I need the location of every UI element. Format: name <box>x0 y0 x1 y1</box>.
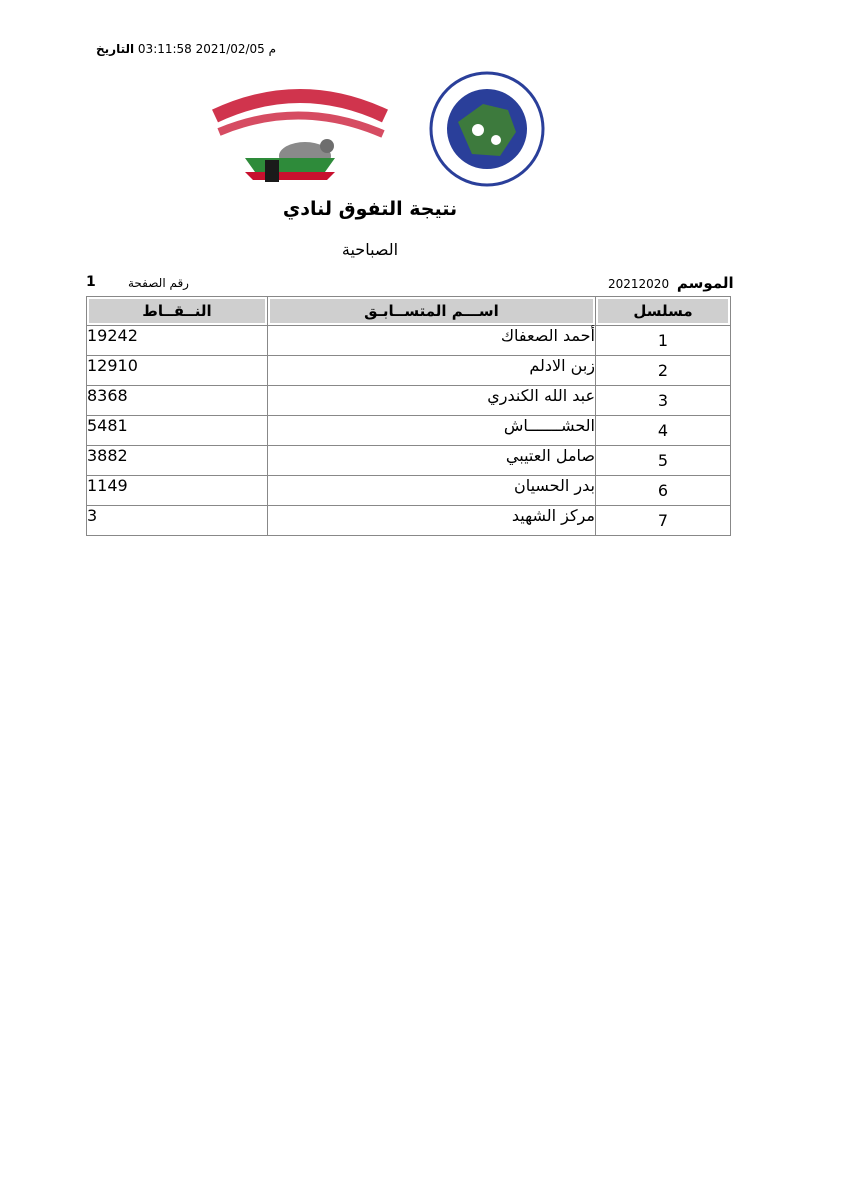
cell-serial: 2 <box>596 356 731 386</box>
results-table <box>86 296 731 536</box>
cell-name: أحمد الصعفاك <box>268 326 596 356</box>
report-title: نتيجة التفوق لنادي <box>282 198 458 220</box>
table-header-row <box>87 297 731 326</box>
header-name: اســـم المتســابـق <box>268 297 596 326</box>
club-name: الصباحية <box>341 240 399 259</box>
table-row <box>87 506 731 536</box>
cell-points: 8368 <box>87 386 268 416</box>
page-number-label: رقم الصفحة <box>128 276 189 290</box>
table-row <box>87 386 731 416</box>
table-row <box>87 476 731 506</box>
club-logo <box>205 76 395 188</box>
season-value: 20212020 <box>608 277 670 291</box>
table-row <box>87 446 731 476</box>
cell-points: 3 <box>87 506 268 536</box>
cell-points: 1149 <box>87 476 268 506</box>
date-label: التاريخ <box>96 42 135 56</box>
cell-name: صامل العتيبي <box>268 446 596 476</box>
cell-serial: 4 <box>596 416 731 446</box>
season <box>608 274 734 292</box>
cell-points: 5481 <box>87 416 268 446</box>
season-label: الموسم <box>676 274 734 292</box>
cell-serial: 5 <box>596 446 731 476</box>
cell-name: الحشـــــــاش <box>268 416 596 446</box>
date-value: 2021/02/05 03:11:58 <box>137 42 265 56</box>
table-row <box>87 326 731 356</box>
cell-serial: 1 <box>596 326 731 356</box>
cell-name: بدر الحسيان <box>268 476 596 506</box>
cell-serial: 6 <box>596 476 731 506</box>
cell-name: مركز الشهيد <box>268 506 596 536</box>
cell-serial: 3 <box>596 386 731 416</box>
cell-points: 12910 <box>87 356 268 386</box>
report-date <box>82 42 276 56</box>
table-row <box>87 416 731 446</box>
cell-serial: 7 <box>596 506 731 536</box>
cell-points: 19242 <box>87 326 268 356</box>
cell-name: عبد الله الكندري <box>268 386 596 416</box>
time-suffix: م <box>268 42 277 56</box>
table-row <box>87 356 731 386</box>
federation-logo <box>428 70 546 188</box>
cell-name: زبن الادلم <box>268 356 596 386</box>
header-serial: مسلسل <box>596 297 731 326</box>
page-number-value: 1 <box>86 274 96 290</box>
cell-points: 3882 <box>87 446 268 476</box>
header-points: النــقــاط <box>87 297 268 326</box>
